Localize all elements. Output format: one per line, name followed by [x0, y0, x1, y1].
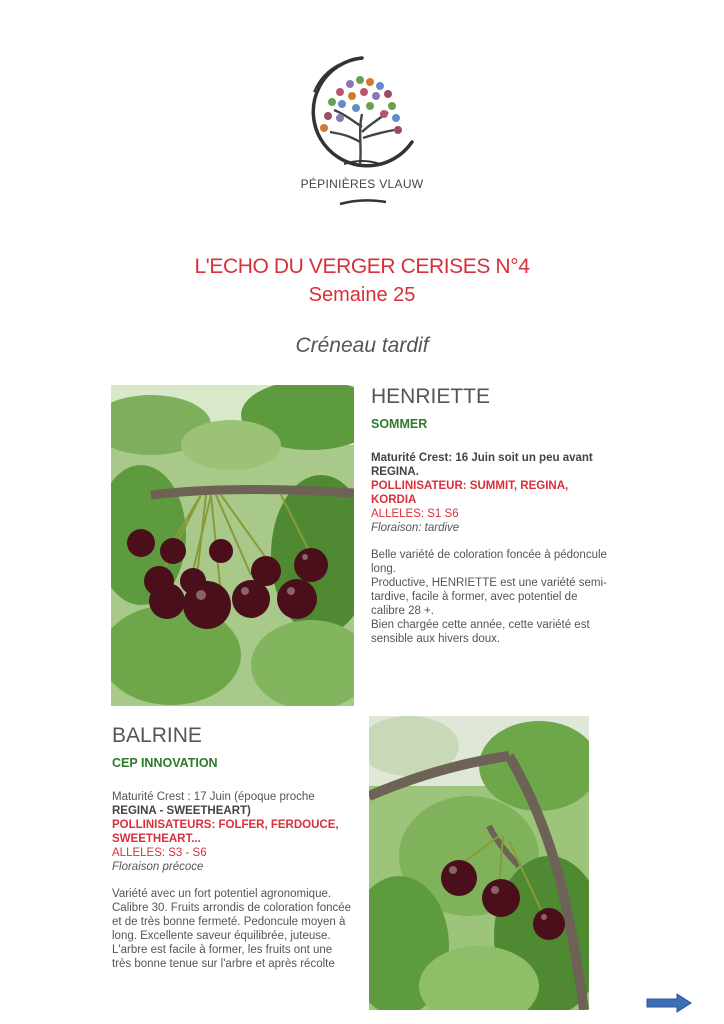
variety-pollinators: POLLINISATEUR: SUMMIT, REGINA, KORDIA	[371, 480, 569, 506]
balrine-cherry-photo	[369, 716, 589, 1010]
variety-grower: SOMMER	[371, 417, 428, 431]
variety-balrine	[112, 724, 352, 971]
page-subtitle: Semaine 25	[308, 284, 416, 306]
variety-flowering: Floraison précoce	[112, 861, 204, 873]
variety-maturity: Maturité Crest : 17 Juin (époque proche	[112, 791, 315, 803]
variety-alleles: ALLELES: S3 - S6	[112, 847, 207, 859]
variety-description-1: Variété avec un fort potentiel agronomique. Calibre 30. Fruits arrondis de coloration foncée et de très bonne fermeté. Pedoncule moyen à long. Excellente saveur équilibrée, juteuse. L'arbre est facile à former, les fruits ont une très bonne tenue sur l'arbre et après récolte	[112, 888, 352, 970]
variety-pollinators: POLLINISATEURS: FOLFER, FERDOUCE, SWEETHEART...	[112, 819, 339, 845]
variety-name: BALRINE	[112, 724, 202, 747]
variety-henriette	[371, 385, 611, 646]
variety-grower: CEP INNOVATION	[112, 756, 218, 770]
variety-description-1: Belle variété de coloration foncée à pédoncule long.	[371, 549, 607, 575]
variety-name: HENRIETTE	[371, 385, 491, 408]
variety-flowering: Floraison: tardive	[371, 522, 460, 534]
henriette-cherry-photo	[111, 385, 354, 706]
next-arrow-icon[interactable]	[645, 992, 693, 1014]
variety-description-2: Productive, HENRIETTE est une variété semi-tardive, facile à former, avec potentiel de calibre 28 +.	[371, 577, 607, 617]
section-heading: Créneau tardif	[295, 334, 429, 357]
variety-maturity: Maturité Crest: 16 Juin soit un peu avant REGINA.	[371, 452, 593, 478]
page-title: L'ECHO DU VERGER CERISES N°4	[194, 255, 530, 278]
variety-alleles: ALLELES: S1 S6	[371, 508, 459, 520]
variety-maturity-detail: REGINA - SWEETHEART)	[112, 805, 251, 817]
brand-name: PÉPINIÈRES VLAUW	[300, 177, 424, 191]
variety-description-3: Bien chargée cette année, cette variété est sensible aux hivers doux.	[371, 619, 590, 645]
